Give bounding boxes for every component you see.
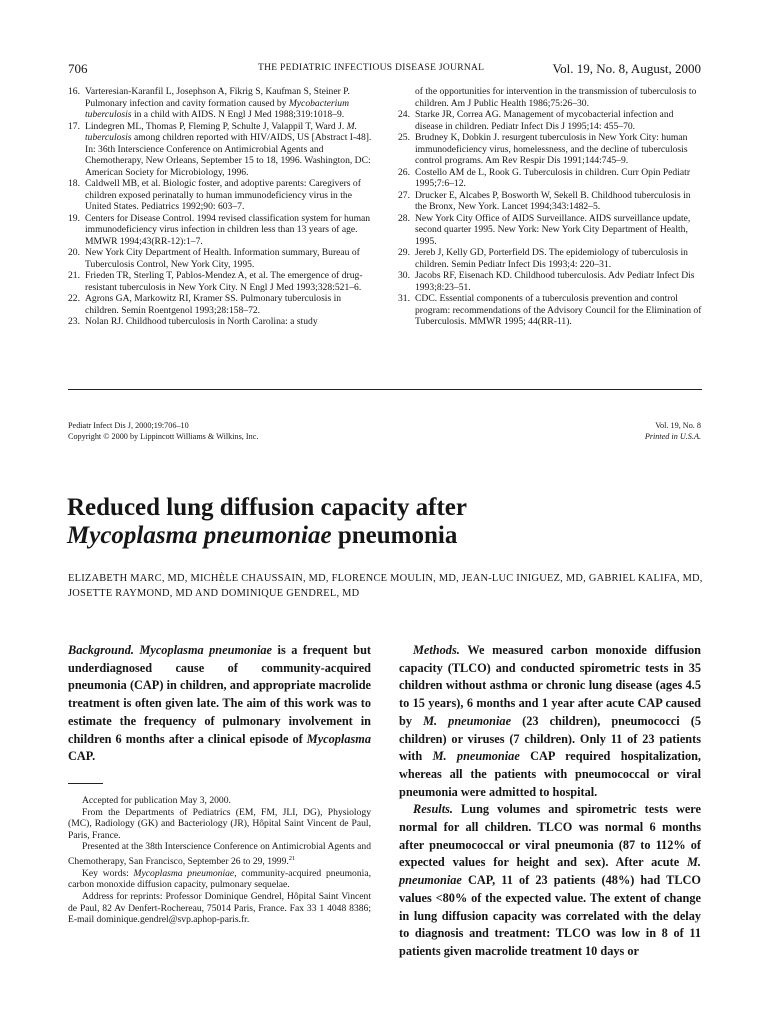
copyright-line: Copyright © 2000 by Lippincott Williams & Wilkins, Inc. [68, 432, 259, 441]
author-list: ELIZABETH MARC, MD, MICHÈLE CHAUSSAIN, MD, FLORENCE MOULIN, MD, JEAN-LUC INIGUEZ, MD, GABRIEL KALIFA, MD, JOSETTE RAYMOND, MD AND DOMINIQUE GENDREL, MD [68, 573, 703, 599]
reference-item: 16. Varteresian-Karanfil L, Josephson A, Fikrig S, Kaufman S, Steiner P. Pulmonary infection and cavity formation caused by Mycobacterium tuberculosis in a child with AIDS. N Engl J Med 1988;319:1018–9. [68, 86, 350, 120]
reference-item: 25. Brudney K, Dobkin J. resurgent tuberculosis in New York City: human immunodeficiency virus, homelessness, and the decline of tuberculosis control programs. Am Rev Respir Dis 1991;144:745–9. [398, 132, 688, 166]
citation-block [68, 420, 258, 442]
reference-item: 20. New York City Department of Health. Information summary, Bureau of Tuberculosis Control, New York City, 1995. [68, 247, 360, 270]
footnote-affiliation: From the Departments of Pediatrics (EM, FM, JLI, DG), Physiology (MC), Radiology (GK) and Bacteriology (JR), Hôpital Saint Vincent de Paul, Paris, France. [68, 806, 371, 841]
abstract-methods-results: Methods. We measured carbon monoxide diffusion capacity (TLCO) and conducted spirometric tests in 35 children without asthma or chronic lung disease (ages 4.5 to 15 years), 6 months and 1 year after acute CAP caused by M. pneumoniae (23 children), pneumococci (5 children) or viruses (7 children). Only 11 of 23 patients with M. pneumoniae CAP required hospitalization, whereas all the patients with pneumococcal or viral pneumonia were admitted to hospital. Results. Lung volumes and spirometric tests were normal for all children. TLCO was normal 6 months after pneumococcal or viral pneumonia (87 to 112% of expected values for height and sex). After acute M. pneumoniae CAP, 11 of 23 patients (48%) had TLCO values <80% of the expected value. The extent of change in lung diffusion capacity was correlated with the delay to diagnosis and treatment: TLCO was low in 8 of 11 patients given macrolide treatment 10 days or [399, 643, 702, 958]
abstract-background: Background. Mycoplasma pneumoniae is a frequent but underdiagnosed cause of community-acquired pneumonia (CAP) in children, and appropriate macrolide treatment is often given late. The aim of this work was to estimate the frequency of pulmonary involvement in children 6 months after a clinical episode of Mycoplasma CAP. [68, 643, 371, 764]
reference-item: 18. Caldwell MB, et al. Biologic foster, and adoptive parents: Caregivers of children exposed perinatally to human immunodeficiency virus in the United States. Pediatrics 1992;90: 603–7. [68, 178, 361, 212]
article-title: Reduced lung diffusion capacity after Mycoplasma pneumoniae pneumonia [67, 494, 467, 549]
references-right-column [398, 86, 702, 328]
reference-item: 23. Nolan RJ. Childhood tuberculosis in North Carolina: a study [68, 316, 318, 327]
citation-line: Pediatr Infect Dis J, 2000;19:706–10 [68, 421, 189, 430]
results-label: Results. [413, 802, 453, 817]
reference-item: 17. Lindegren ML, Thomas P, Fleming P, Schulte J, Valappil T, Ward J. M. tuberculosis among children reported with HIV/AIDS, US [Abstract I-48]. In: 36th Interscience Conference on Antimicrobial Agents and Chemotherapy, New Orleans, September 15 to 18, 1996. Washington, DC: American Society for Microbiology, 1996. [68, 120, 372, 178]
footnote-presented: Presented at the 38th Interscience Conference on Antimicrobial Agents and Chemotherapy, San Francisco, September 26 to 29, 1999.21 [68, 841, 371, 868]
references-left-column [68, 86, 373, 328]
methods-label: Methods. [413, 643, 460, 657]
reference-item: 22. Agrons GA, Markowitz RI, Kramer SS. Pulmonary tuberculosis in children. Semin Roentgenol 1993;28:158–72. [68, 293, 342, 316]
footnote-address: Address for reprints: Professor Dominique Gendrel, Hôpital Saint Vincent de Paul, 82 Av Denfert-Rochereau, 75014 Paris, France. Fax 33 1 4048 8386; E-mail dominique.gendrel@svp.aphop-paris.fr. [68, 890, 371, 926]
footnotes [68, 795, 371, 926]
reference-item: 28. New York City Office of AIDS Surveillance. AIDS surveillance update, second quarter 1995. New York: New York City Department of Health, 1995. [398, 212, 691, 247]
running-head [68, 61, 701, 79]
reference-item: 31. CDC. Essential components of a tuberculosis prevention and control program: recommendations of the Advisory Council for the Elimination of Tuberculosis. MMWR 1995; 44(RR-11). [398, 293, 702, 327]
reference-item: 21. Frieden TR, Sterling T, Pablos-Mendez A, et al. The emergence of drug-resistant tuberculosis in New York City. N Engl J Med 1993;328:521–6. [68, 270, 363, 293]
section-divider [68, 389, 702, 390]
journal-name: THE PEDIATRIC INFECTIOUS DISEASE JOURNAL [258, 63, 485, 73]
reference-continuation: of the opportunities for intervention in the transmission of tuberculosis to children. Am J Public Health 1986;75:26–30. [415, 86, 697, 109]
reference-item: 26. Costello AM de L, Rook G. Tuberculosis in children. Curr Opin Pediatr 1995;7:6–12. [398, 166, 691, 189]
reference-item: 29. Jereb J, Kelly GD, Porterfield DS. The epidemiology of tuberculosis in children. Semin Pediatr Infect Dis 1993;4: 220–31. [398, 247, 688, 270]
volume-block [645, 420, 701, 442]
reference-item: 27. Drucker E, Alcabes P, Bosworth W, Sekell B. Childhood tuberculosis in the Bronx, New York. Lancet 1994;343:1482–5. [398, 189, 691, 212]
footnote-keywords: Key words: Mycoplasma pneumoniae, community-acquired pneumonia, carbon monoxide diffusion capacity, pulmonary sequelae. [68, 867, 371, 891]
footnote-divider [68, 783, 103, 784]
reference-item: 30. Jacobs RF, Eisenach KD. Childhood tuberculosis. Adv Pediatr Infect Dis 1993;8:23–51. [398, 270, 695, 293]
page-number: 706 [68, 61, 88, 76]
reference-item: 19. Centers for Disease Control. 1994 revised classification system for human immunodeficiency virus infection in children less than 13 years of age. MMWR 1994;43(RR-12):1–7. [68, 212, 371, 247]
footnote-accepted: Accepted for publication May 3, 2000. [82, 795, 231, 806]
reference-item: 24. Starke JR, Correa AG. Management of mycobacterial infection and disease in children. Pediatr Infect Dis J 1995;14: 455–70. [398, 109, 674, 132]
volume-line: Vol. 19, No. 8 [655, 421, 701, 430]
printed-line: Printed in U.S.A. [644, 432, 701, 441]
background-label: Background. [68, 643, 134, 657]
issue-info: Vol. 19, No. 8, August, 2000 [552, 61, 701, 76]
